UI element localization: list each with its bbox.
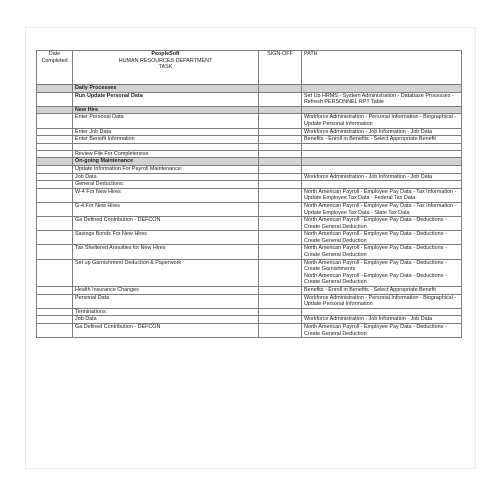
path-cell: North American Payroll - Employee Pay Data - Deductions - Create General Deduction — [302, 245, 462, 259]
date-cell — [37, 259, 73, 286]
table-row — [37, 308, 462, 316]
path-cell: North American Payroll - Employee Pay Data - Deductions - Create General Deduction — [302, 231, 462, 245]
task-cell: Set up Garnishment Deduction & Paperwork — [73, 259, 259, 286]
path-cell — [302, 143, 462, 150]
path-cell: Benefits - Enroll in Benefits - Select Appropriate Benefit — [302, 136, 462, 144]
task-cell: Tax Sheltered Annuities for New Hires — [73, 245, 259, 259]
path-cell: Workforce Administration - Personal Information - Biographical - Update Personal Information — [302, 294, 462, 308]
signoff-cell — [259, 259, 302, 286]
date-cell — [37, 85, 73, 93]
table-row — [37, 128, 462, 136]
path-cell: North American Payroll - Employee Pay Data - Tax Information - Update Employee Tax Data - State Tax Data — [302, 202, 462, 216]
table-row — [37, 106, 462, 114]
date-cell — [37, 324, 73, 338]
path-cell: Benefits - Enroll in Benefits - Select Appropriate Benefit — [302, 287, 462, 295]
date-cell — [37, 128, 73, 136]
path-cell — [302, 85, 462, 93]
date-cell — [37, 217, 73, 231]
task-cell: Job Data — [73, 173, 259, 181]
signoff-cell — [259, 287, 302, 295]
task-header-line1: PeopleSoft — [151, 51, 180, 57]
table-row — [37, 150, 462, 158]
date-cell — [37, 316, 73, 324]
task-cell: Personal Data — [73, 294, 259, 308]
table-row — [37, 316, 462, 324]
task-cell: On-going Maintenance — [73, 158, 259, 166]
date-cell — [37, 245, 73, 259]
task-cell: Enter Benefit Information — [73, 136, 259, 144]
date-cell — [37, 143, 73, 150]
signoff-cell — [259, 158, 302, 166]
date-cell — [37, 308, 73, 316]
path-cell — [302, 106, 462, 114]
signoff-cell — [259, 245, 302, 259]
task-cell: W-4 For New Hires — [73, 188, 259, 202]
task-cell: Daily Processes — [73, 85, 259, 93]
table-row — [37, 217, 462, 231]
document-page — [26, 28, 475, 468]
date-cell — [37, 188, 73, 202]
path-header: PATH — [302, 51, 462, 85]
task-header — [73, 51, 259, 85]
path-cell: Set Up HRMS - System Administration - Database Processes - Refresh PERSONNEL RPT Table — [302, 92, 462, 106]
signoff-cell — [259, 150, 302, 158]
date-cell — [37, 231, 73, 245]
table-row — [37, 173, 462, 181]
signoff-cell — [259, 106, 302, 114]
date-cell — [37, 106, 73, 114]
path-cell — [302, 308, 462, 316]
signoff-cell — [259, 316, 302, 324]
task-cell: Enter Job Data — [73, 128, 259, 136]
task-header-line3: TASK — [158, 64, 173, 71]
table-row — [37, 136, 462, 144]
table-row — [37, 287, 462, 295]
task-cell: Savings Bonds For New Hires — [73, 231, 259, 245]
path-cell — [302, 165, 462, 173]
path-cell: Workforce Administration - Job Information - Job Data — [302, 316, 462, 324]
table-row — [37, 181, 462, 189]
date-cell — [37, 136, 73, 144]
date-cell — [37, 158, 73, 166]
path-cell: North American Payroll - Employee Pay Data - Deductions - Create Garnishments North American Payroll - Employee Pay Data - Deductions - Create General Deduction — [302, 259, 462, 286]
table-row — [37, 143, 462, 150]
signoff-cell — [259, 114, 302, 128]
table-row — [37, 231, 462, 245]
signoff-cell — [259, 143, 302, 150]
task-cell: New Hire — [73, 106, 259, 114]
signoff-cell — [259, 308, 302, 316]
path-cell: Workforce Administration - Job Information - Job Data — [302, 128, 462, 136]
table-row — [37, 92, 462, 106]
signoff-cell — [259, 92, 302, 106]
task-cell — [73, 143, 259, 150]
task-cell: Update Information For Payroll Maintenance: — [73, 165, 259, 173]
path-cell: North American Payroll - Employee Pay Data - Tax Information - Update Employee Tax Data - Federal Tax Data — [302, 188, 462, 202]
path-cell: Workforce Administration - Job Information - Job Data — [302, 173, 462, 181]
task-cell: G-4 For New Hires — [73, 202, 259, 216]
path-cell: North American Payroll - Employee Pay Data - Deductions - Create General Deduction — [302, 324, 462, 338]
task-cell: Terminations: — [73, 308, 259, 316]
date-cell — [37, 181, 73, 189]
signoff-cell — [259, 128, 302, 136]
hr-task-checklist-table — [36, 50, 462, 338]
date-cell — [37, 150, 73, 158]
date-cell — [37, 287, 73, 295]
date-cell — [37, 173, 73, 181]
signoff-cell — [259, 181, 302, 189]
table-row — [37, 114, 462, 128]
header-row — [37, 51, 462, 85]
date-completed-header: Date Completed — [37, 51, 73, 85]
signoff-header: SIGN-OFF — [259, 51, 302, 85]
signoff-cell — [259, 217, 302, 231]
path-cell — [302, 150, 462, 158]
table-row — [37, 202, 462, 216]
path-cell — [302, 158, 462, 166]
task-cell: Health Insurance Changes — [73, 287, 259, 295]
table-row — [37, 165, 462, 173]
date-cell — [37, 165, 73, 173]
date-cell — [37, 92, 73, 106]
task-header-line2: HUMAN RESOURCES DEPARTMENT — [118, 57, 213, 64]
date-cell — [37, 294, 73, 308]
task-cell: Enter Personal Data — [73, 114, 259, 128]
table-row — [37, 158, 462, 166]
table-row — [37, 188, 462, 202]
task-cell: Ga Defined Contribution - DEFCON — [73, 324, 259, 338]
date-cell — [37, 114, 73, 128]
table-row — [37, 294, 462, 308]
task-cell: Run Update Personal Data — [73, 92, 259, 106]
signoff-cell — [259, 136, 302, 144]
path-cell: North American Payroll - Employee Pay Data - Deductions - Create General Deduction — [302, 217, 462, 231]
date-cell — [37, 202, 73, 216]
signoff-cell — [259, 165, 302, 173]
task-cell: Ga Defined Contribution - DEFCON — [73, 217, 259, 231]
signoff-cell — [259, 231, 302, 245]
task-cell: General Deductions: — [73, 181, 259, 189]
table-row — [37, 245, 462, 259]
signoff-cell — [259, 324, 302, 338]
table-row — [37, 324, 462, 338]
path-cell — [302, 181, 462, 189]
signoff-cell — [259, 188, 302, 202]
signoff-cell — [259, 173, 302, 181]
table-row — [37, 259, 462, 286]
task-cell: Job Data — [73, 316, 259, 324]
task-cell: Review File For Completeness — [73, 150, 259, 158]
signoff-cell — [259, 294, 302, 308]
signoff-cell — [259, 85, 302, 93]
signoff-cell — [259, 202, 302, 216]
table-row — [37, 85, 462, 93]
path-cell: Workforce Administration - Personal Information - Biographical - Update Personal Information — [302, 114, 462, 128]
